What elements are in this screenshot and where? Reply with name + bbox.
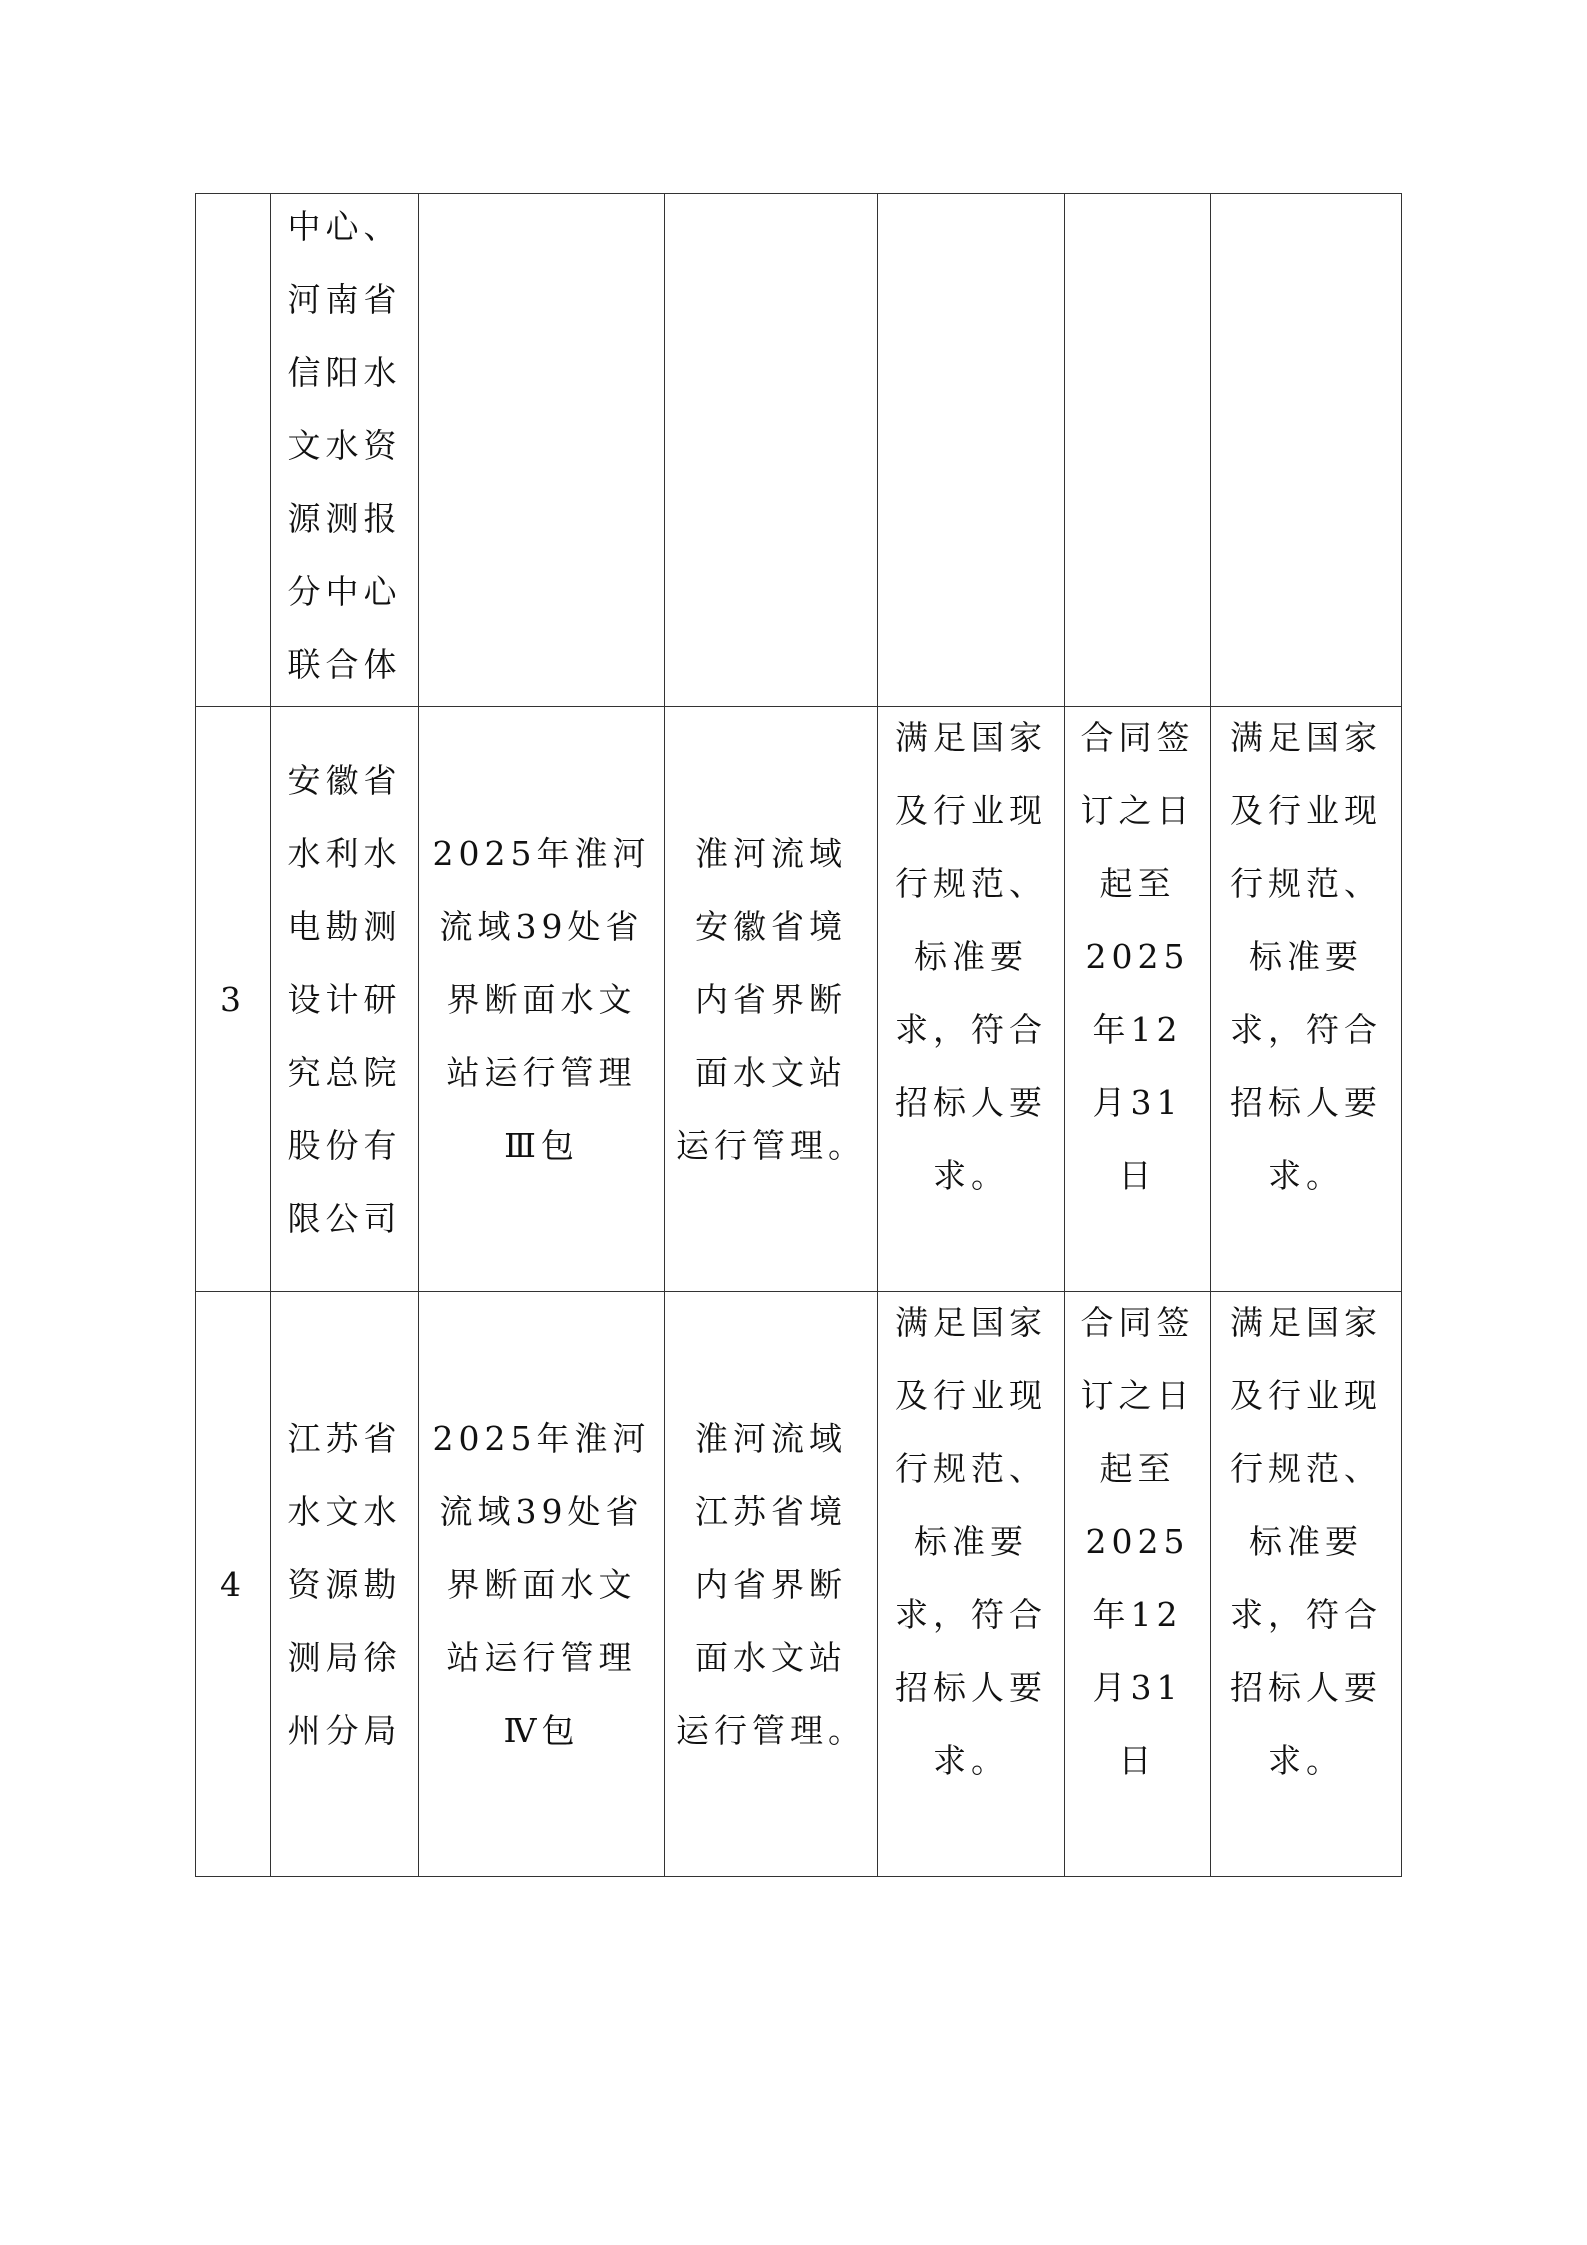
period-cell: 合同签 订之日 起至 2025 年12 月31 日: [1065, 707, 1211, 1292]
quality-cell: 满足国家 及行业现 行规范、 标准要 求，符合 招标人要 求。: [878, 1292, 1065, 1877]
row-number-cell: [196, 194, 271, 707]
quality-cell: 满足国家 及行业现 行规范、 标准要 求，符合 招标人要 求。: [878, 707, 1065, 1292]
table-row: [196, 1292, 1402, 1877]
row-number-cell: 4: [196, 1292, 271, 1877]
safety-cell: 满足国家 及行业现 行规范、 标准要 求，符合 招标人要 求。: [1211, 707, 1402, 1292]
scope-cell: 淮河流域 安徽省境 内省界断 面水文站 运行管理。: [665, 707, 878, 1292]
project-cell: 2025年淮河 流域39处省 界断面水文 站运行管理 Ⅲ包: [419, 707, 665, 1292]
scope-cell: 淮河流域 江苏省境 内省界断 面水文站 运行管理。: [665, 1292, 878, 1877]
org-cell: 中心、 河南省 信阳水 文水资 源测报 分中心 联合体: [271, 194, 419, 707]
project-cell: 2025年淮河 流域39处省 界断面水文 站运行管理 Ⅳ包: [419, 1292, 665, 1877]
org-cell: 江苏省 水文水 资源勘 测局徐 州分局: [271, 1292, 419, 1877]
safety-cell: [1211, 194, 1402, 707]
safety-cell: 满足国家 及行业现 行规范、 标准要 求，符合 招标人要 求。: [1211, 1292, 1402, 1877]
period-cell: 合同签 订之日 起至 2025 年12 月31 日: [1065, 1292, 1211, 1877]
row-number-cell: 3: [196, 707, 271, 1292]
table-row: [196, 194, 1402, 707]
table-row: [196, 707, 1402, 1292]
bid-results-table: [195, 193, 1402, 1877]
period-cell: [1065, 194, 1211, 707]
scope-cell: [665, 194, 878, 707]
project-cell: [419, 194, 665, 707]
org-cell: 安徽省 水利水 电勘测 设计研 究总院 股份有 限公司: [271, 707, 419, 1292]
quality-cell: [878, 194, 1065, 707]
